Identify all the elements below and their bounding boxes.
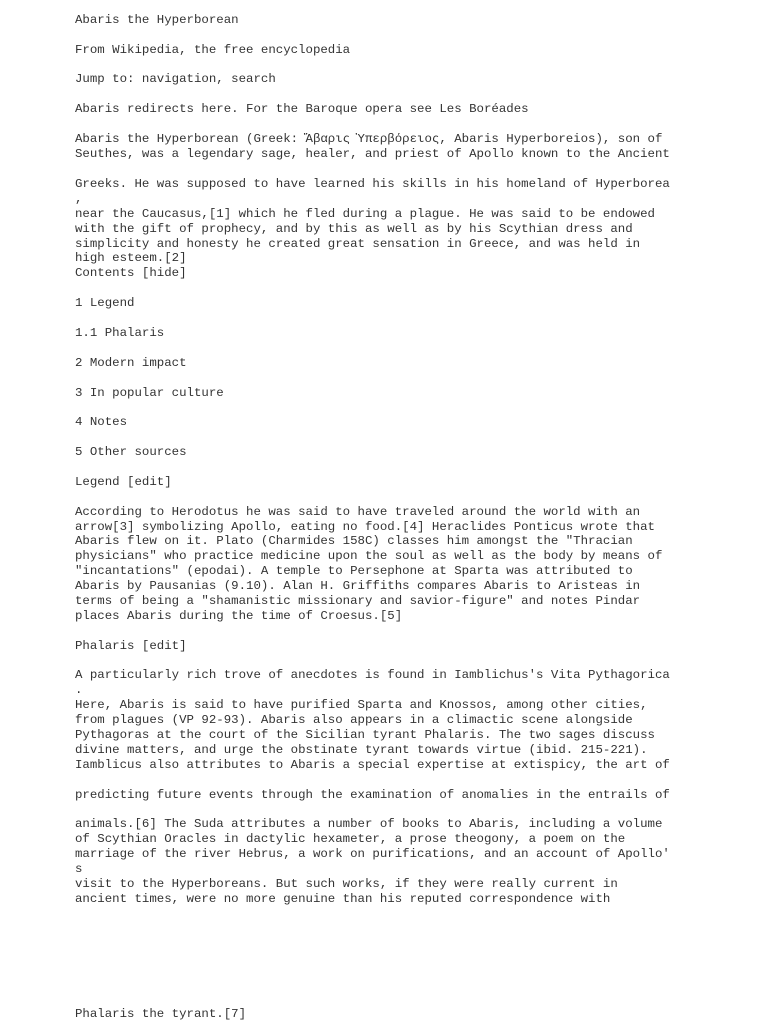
jump-links: Jump to: navigation, search (75, 72, 276, 86)
legend-line: terms of being a "shamanistic missionary and savior-figure" and notes Pindar (75, 594, 641, 608)
toc-item-modern-impact[interactable]: 2 Modern impact (75, 356, 187, 370)
phalaris-line: s (75, 862, 83, 876)
phalaris-line: A particularly rich trove of anecdotes is found in Iamblichus's Vita Pythagorica (75, 668, 670, 682)
phalaris-last-line: Phalaris the tyrant.[7] (75, 1007, 247, 1021)
phalaris-line: Pythagoras at the court of the Sicilian tyrant Phalaris. The two sages discuss (75, 728, 655, 742)
toc-item-phalaris[interactable]: 1.1 Phalaris (75, 326, 165, 340)
page-title: Abaris the Hyperborean (75, 13, 239, 27)
phalaris-line: ancient times, were no more genuine than his reputed correspondence with (75, 892, 611, 906)
legend-line: Abaris by Pausanias (9.10). Alan H. Griffiths compares Abaris to Aristeas in (75, 579, 641, 593)
toc-item-popular-culture[interactable]: 3 In popular culture (75, 386, 224, 400)
redirect-note: Abaris redirects here. For the Baroque opera see Les Boréades (75, 102, 529, 116)
phalaris-line: predicting future events through the examination of anomalies in the entrails of (75, 788, 670, 802)
legend-line: Abaris flew on it. Plato (Charmides 158C) classes him amongst the "Thracian (75, 534, 633, 548)
phalaris-line: from plagues (VP 92-93). Abaris also appears in a climactic scene alongside (75, 713, 633, 727)
phalaris-line: of Scythian Oracles in dactylic hexameter, a prose theogony, a poem on the (75, 832, 626, 846)
legend-line: "incantations" (epodai). A temple to Persephone at Sparta was attributed to (75, 564, 633, 578)
page-subtitle: From Wikipedia, the free encyclopedia (75, 43, 351, 57)
legend-line: arrow[3] symbolizing Apollo, eating no food.[4] Heraclides Ponticus wrote that (75, 520, 655, 534)
legend-line: places Abaris during the time of Croesus.[5] (75, 609, 403, 623)
phalaris-line: divine matters, and urge the obstinate tyrant towards virtue (ibid. 215-221). (75, 743, 648, 757)
section-heading-phalaris: Phalaris [edit] (75, 639, 187, 653)
toc-item-legend[interactable]: 1 Legend (75, 296, 135, 310)
phalaris-line: . (75, 683, 83, 697)
toc-item-other-sources[interactable]: 5 Other sources (75, 445, 187, 459)
intro-line: simplicity and honesty he created great sensation in Greece, and was held in (75, 237, 641, 251)
intro-line: near the Caucasus,[1] which he fled during a plague. He was said to be endowed (75, 207, 655, 221)
phalaris-line: Iamblicus also attributes to Abaris a special expertise at extispicy, the art of (75, 758, 670, 772)
toc-item-notes[interactable]: 4 Notes (75, 415, 128, 429)
intro-line: with the gift of prophecy, and by this as well as by his Scythian dress and (75, 222, 633, 236)
phalaris-line: Here, Abaris is said to have purified Sparta and Knossos, among other cities, (75, 698, 648, 712)
legend-line: physicians" who practice medicine upon the soul as well as the body by means of (75, 549, 663, 563)
intro-line: high esteem.[2] (75, 251, 187, 265)
contents-header: Contents [hide] (75, 266, 187, 280)
phalaris-line: visit to the Hyperboreans. But such works, if they were really current in (75, 877, 618, 891)
intro-line: , (75, 192, 83, 206)
phalaris-line: animals.[6] The Suda attributes a number of books to Abaris, including a volume (75, 817, 663, 831)
intro-line: Seuthes, was a legendary sage, healer, and priest of Apollo known to the Ancient (75, 147, 670, 161)
phalaris-line: marriage of the river Hebrus, a work on purifications, and an account of Apollo' (75, 847, 670, 861)
intro-line: Greeks. He was supposed to have learned his skills in his homeland of Hyperborea (75, 177, 670, 191)
section-heading-legend: Legend [edit] (75, 475, 172, 489)
intro-line: Abaris the Hyperborean (Greek: Ἄβαρις Ὑπερβόρειος, Abaris Hyperboreios), son of (75, 132, 663, 146)
legend-line: According to Herodotus he was said to have traveled around the world with an (75, 505, 641, 519)
